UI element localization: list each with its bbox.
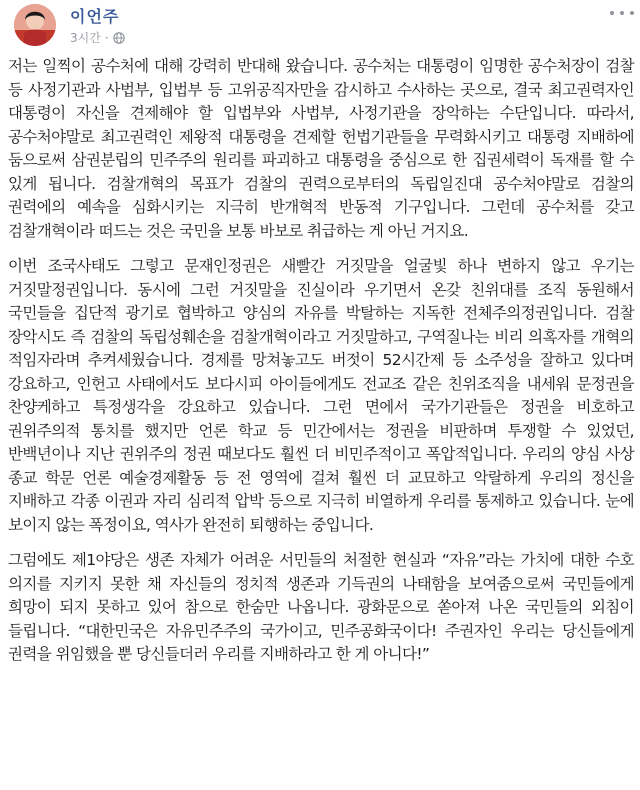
post-timestamp[interactable]: 3시간 xyxy=(70,31,101,45)
meta-separator: · xyxy=(104,30,109,45)
author-name[interactable]: 이언주 xyxy=(70,7,120,26)
ellipsis-icon[interactable] xyxy=(610,6,634,20)
post-paragraph: 그럼에도 제1야당은 생존 자체가 어려운 서민들의 처절한 현실과 “자유”라는 가치에 대한 수호 의지를 지키지 못한 채 자신들의 정치적 생존과 기득권의 나태함을 보여줌으로써 국민들에게 희망이 되지 못하고 있어 참으로 한숨만 나옵니다. 광화문으로 쏟아져 나온 국민들의 외침이 들립니다. “대한민국은 자유민주주의 국가이고, 민주공화국이다! 주권자인 우리는 당신들에게 권력을 위임했을 뿐 당신들더러 우리를 지배하라고 한 게 아니다!” xyxy=(8,551,634,663)
post-header xyxy=(0,0,640,54)
avatar[interactable] xyxy=(14,4,56,46)
post-paragraph: 저는 일찍이 공수처에 대해 강력히 반대해 왔습니다. 공수처는 대통령이 임명한 공수처장이 검찰 등 사정기관과 사법부, 입법부 등 고위공직자만을 감시하고 수사하는 곳으로, 결국 최고권력자인 대통령이 자신을 견제해야 할 입법부와 사법부, 사정기관을 장악하는 수단입니다. 따라서, 공수처야말로 최고권력인 제왕적 대통령을 견제할 헌법기관들을 무력화시키고 대통령 지배하에 둠으로써 삼권분립의 민주주의 원리를 파괴하고 대통령을 중심으로 한 집권세력이 독재를 할 수 있게 됩니다. 검찰개혁의 목표가 검찰의 권력으로부터의 독립일진대 공수처야말로 검찰의 권력에의 예속을 심화시키는 지극히 반개혁적 반동적 기구입니다. 그런데 공수처를 갖고 검찰개혁이라 떠드는 것은 국민을 보통 바보로 취급하는 게 아닌 거지요. xyxy=(8,57,634,240)
ellipsis-dot xyxy=(620,11,624,15)
post-paragraph: 이번 조국사태도 그렇고 문재인정권은 새빨간 거짓말을 얼굴빛 하나 변하지 않고 우기는 거짓말정권입니다. 동시에 그런 거짓말을 진실이라 우기면서 온갖 친위대를 조직 동원해서 국민들을 집단적 광기로 협박하고 양심의 자유를 박탈하는 지독한 전체주의정권입니다. 검찰 장악시도 즉 검찰의 독립성훼손을 검찰개혁이라고 거짓말하고, 구역질나는 비리 의혹자를 개혁의 적임자라며 추켜세웠습니다. 경제를 망쳐놓고도 버젓이 52시간제 등 소주성을 잘하고 있다며 강요하고, 인헌고 사태에서도 보다시피 아이들에게도 전교조 같은 친위조직을 내세워 문정권을 찬양케하고 특정생각을 강요하고 있습니다. 그런 면에서 국가기관들은 정권을 비호하고 권위주의적 통치를 했지만 언론 학교 등 민간에서는 정권을 비판하며 투쟁할 수 있었던, 반백년이나 지난 권위주의 정권 때보다도 훨씬 더 비민주적이고 폭압적입니다. 우리의 양심 사상 종교 학문 언론 예술경제활동 등 전 영역에 걸쳐 훨씬 더 교묘하고 악랄하게 우리의 정신을 지배하고 각종 이권과 자리 심리적 압박 등으로 지극히 비열하게 우리를 통제하고 있습니다. 눈에 보이지 않는 폭정이요, 역사가 완전히 퇴행하는 중입니다. xyxy=(8,257,634,534)
ellipsis-dot xyxy=(610,11,614,15)
avatar-portrait xyxy=(14,4,56,46)
post-meta xyxy=(70,29,125,46)
globe-icon[interactable] xyxy=(113,32,125,44)
post-body xyxy=(8,55,634,679)
ellipsis-dot xyxy=(630,11,634,15)
